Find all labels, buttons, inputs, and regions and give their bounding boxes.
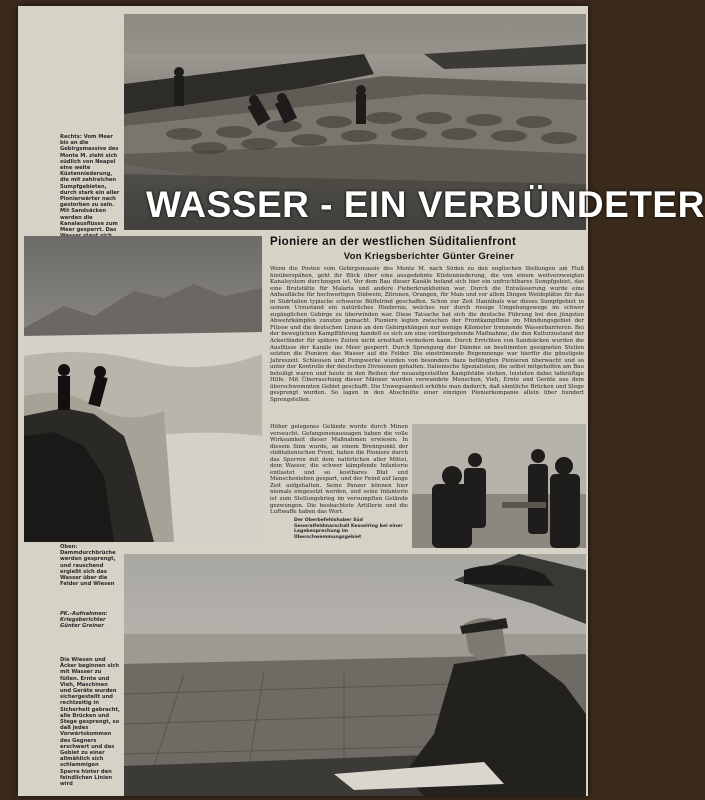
magazine-page (18, 6, 705, 796)
flooding-image (24, 236, 262, 542)
caption-top-left: Rechts: Vom Meer bis an die Gebirgsmassive des Monte M. zieht sich südlich von Neapel eine weite Küstenniederung, die mit zahlreichen Sumpfgebieten, durch stark ein aller Pionierwärter nach gestorben zu sein. Mit Sandsäcken werden die Kanalausflüsse zum Meer gesperrt. Das (60, 134, 120, 234)
photo-flooding (24, 236, 262, 542)
article-body-left: Höher gelegenes Gelände wurde durch Minen verseucht. Gefangenenaussagen haben die volle Wirksamkeit dieser Maßnahmen erwiesen. In diesem Sinn wurde, an einem Brennpunkt der süditalienischen Front, haben die Pioniere durch das Sperren mit dem natürlichen aller Mittel, dem Wasser, die schwer kämpfende Infanterie entlastet und so kostbares Blut und Menschenleben gespart, und der Feind auf lange Zeit aufgehalten. Seine Panzer können hier niemals eingesetzt werden, und seine Infanterie ist zum Stellungskrieg im versumpften Gelände gezwungen. Die beobachtete Artillerie und die Luftwaffe haben das Wort. (270, 424, 408, 516)
caption-photo-credit: PK.-Aufnahmen: Kriegsberichter Günter Greiner (60, 611, 108, 630)
caption-mid-left: Oben: Dammdurchbrüche werden gesprengt, und rauschend ergießt sich das Wasser über die Felder und Wiesen (60, 544, 116, 588)
article-byline: Von Kriegsberichter Günter Greiner (343, 251, 515, 262)
photo-officers (412, 424, 586, 548)
photo-officer-overlook (124, 554, 586, 796)
caption-officers: Der Oberbefehlshaber Süd Generalfeldmarschall Kesselring bei einer Lagebesprechung im Überschwemmungsgebiet (294, 518, 403, 540)
officer-overlook-image (124, 554, 586, 796)
officers-image (412, 424, 586, 548)
article-body-top: Wenn die Posten vom Gebirgsmassiv des Monte M. nach Süden zu den englischen Stellungen am Fluß hinüberspähen, geht ihr Blick über eine ausgedehnte Küstenniederung, die von einem weitverzweigten Kanalsystem durchzogen ist. Vor dem Bau dieser Kanäle befand sich hier ein unfruchtbares Sumpfgebiet, das eine Brutstätte für Malaria und andere Fieberkrankheiten war. Durch die Entwässerung wurde eine Anbaufläche für hochwertigen Südwein, Zitronen, Orangen, für Mais und vor allem Dingen Weideplätze für das in Südrtalien typische schwarze Büffelrind geschaffen. Schon zur Zeit Hannibals war dieses Sumpfgebiet in seinem Urzustand ein natürliches Hindernis, welches nur durch riesige Umgehungswege im schwer zugänglichen Gebirge zu überwinden war. Diese Tatsache hat sich die deutsche Führung bei den jüngsten Abwehrkämpfen zunutze gemacht. Pioniere legten zwischen der Frontkampflinie im Mündungsgebiet der Flüsse und die deutschen Linien an den Gebirgshängen nur wenige Kilometer trennende Wasserbarrieren. Bei der beweglichen Kampfführung handelt es sich um eine vorübergehende Maßnahme, die den Kulturzustand der Ackerländer für spätere Zeiten nicht ernsthaft verändern kann. Durch Errichten von Sandsäcken wurden die Ausflüsse der Kanäle ins Meer gesperrt. Durch Sprengung der Dämme an bestimmten geeigneten Stellen setzten die Pioniere das Wasser auf die Felder. Die einströmende Regenmenge war hierfür die günstigste Jahreszeit. Schleusen und Pumpwerke wurden von besonders dazu befähigten Pionieren überwacht und so unter der Kontrolle der deutschen Divisionen gehalten. Italienische Spezialisten, die selbst mitgeholfen am Bau beteiligt waren und heute in den Reihen der neuaufgestellten Kampfstäbe stehen, leisteten dabei tatkräftige Hilfe. Mit Überraschung dieser Männer wurden verwundete Menschen, Vieh, Ernte und Geräte aus dem überschwemmten Gebiet geschafft. Die Unwegsamkeit erhöhte man dadurch, daß sämtliche Brücken und Stege gesprengt wurden. So lagen in den Abschnitte einer einzigen Pionierkompanie allein über hundert Sprengstellen. (270, 266, 584, 403)
article-headline: WASSER - EIN VERBÜNDETER (146, 184, 705, 225)
caption-bottom-left: Die Wiesen und Äcker beginnen sich mit Wasser zu füllen. Ernte und Vieh, Maschinen und Geräte wurden sichergestellt und rechtzeitig in Sicherheit gebracht, alle Brücken und Stege gesprengt, so daß jedes Vorwärtskommen des Gegners erschwert und das Gebiet zu einer allmählich sich schlammigen Sperre hinter den feindlichen Linien wird (60, 657, 120, 788)
article-subtitle: Pioniere an der westlichen Süditalienfront (270, 236, 517, 248)
